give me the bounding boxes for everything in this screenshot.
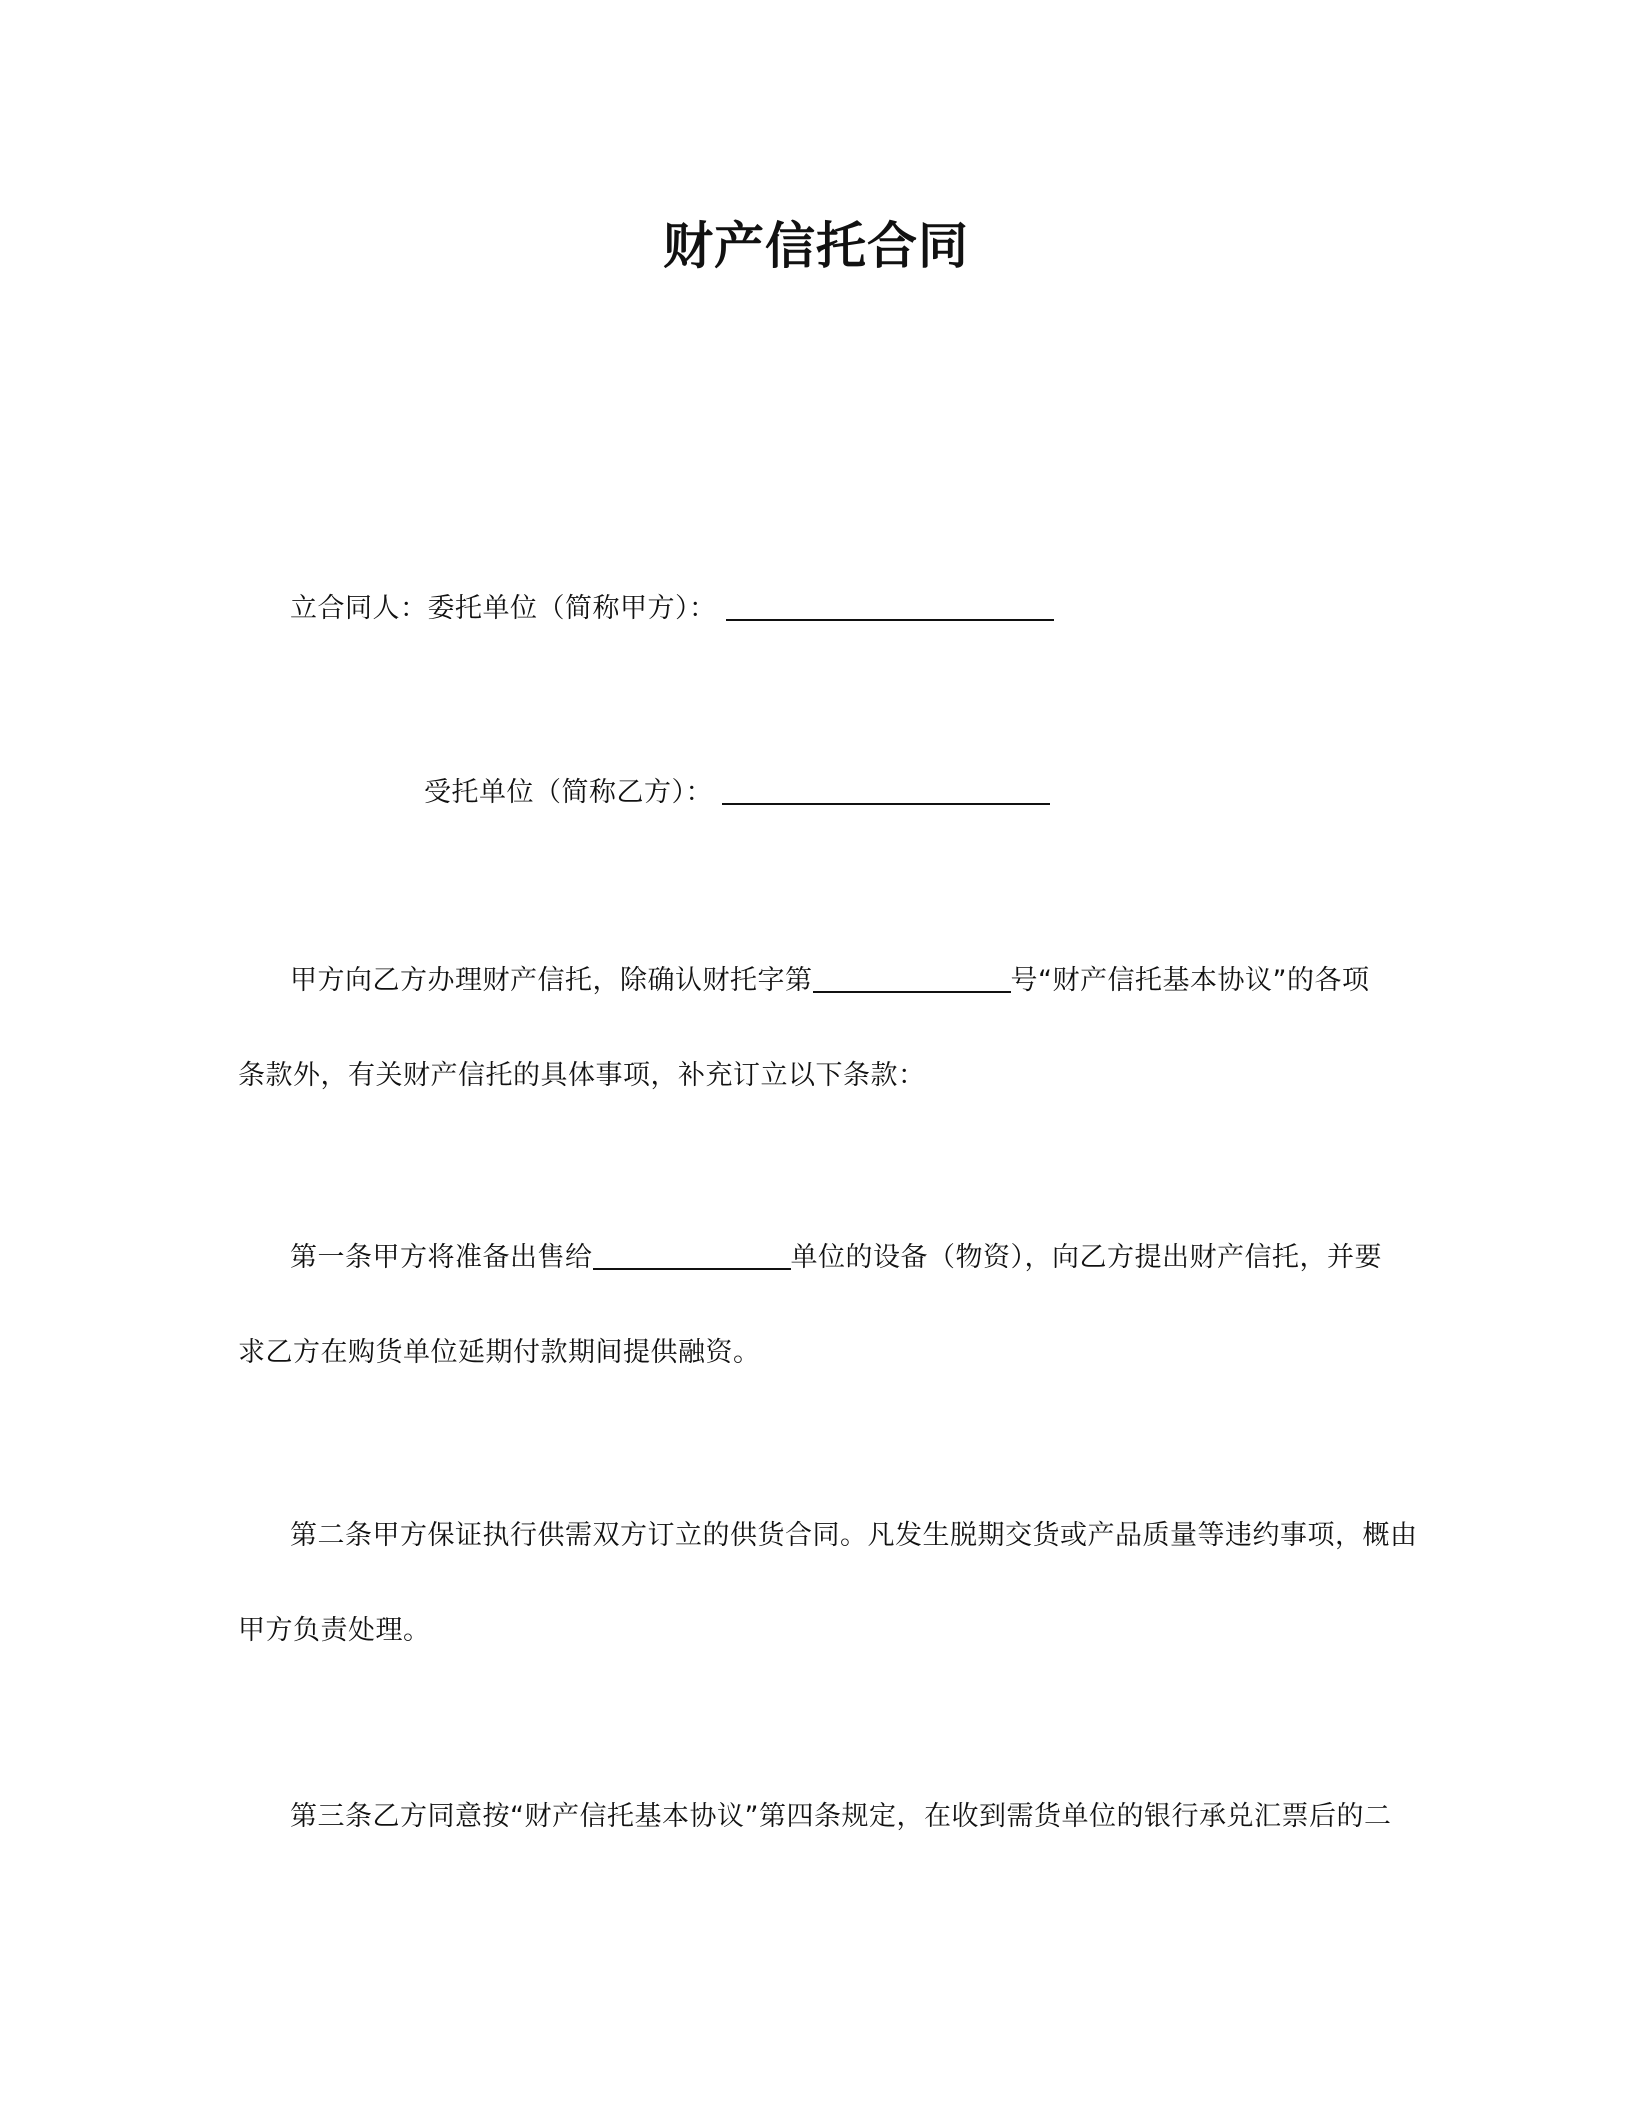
preamble-line-2: 条款外，有关财产信托的具体事项，补充订立以下条款：: [238, 1060, 926, 1091]
buyer-unit-blank[interactable]: [593, 1238, 791, 1270]
trust-number-blank[interactable]: [813, 961, 1011, 993]
party-a-label: 立合同人：委托单位（简称甲方）：: [290, 593, 717, 624]
article-1-text-after: 单位的设备（物资），向乙方提出财产信托，并要: [790, 1242, 1382, 1273]
article-1-line-2: 求乙方在购货单位延期付款期间提供融资。: [238, 1337, 761, 1368]
article-2-line-1: 第二条甲方保证执行供需双方订立的供货合同。凡发生脱期交货或产品质量等违约事项，概由: [290, 1520, 1418, 1551]
party-b-blank[interactable]: [722, 773, 1050, 805]
document-title: 财产信托合同: [663, 217, 969, 275]
party-b-line: [424, 773, 1050, 813]
preamble-text-before: 甲方向乙方办理财产信托，除确认财托字第: [290, 965, 813, 996]
article-1-line-1: [290, 1238, 1382, 1278]
party-a-line: [290, 589, 1054, 629]
party-b-label: 受托单位（简称乙方）：: [424, 777, 713, 808]
article-2-line-2: 甲方负责处理。: [238, 1615, 431, 1646]
article-3-line-1: 第三条乙方同意按“财产信托基本协议”第四条规定，在收到需货单位的银行承兑汇票后的二: [290, 1801, 1392, 1832]
preamble-text-after: 号“财产信托基本协议”的各项: [1010, 965, 1370, 996]
preamble-line-1: [290, 961, 1369, 1001]
party-a-blank[interactable]: [726, 589, 1054, 621]
article-1-text-before: 第一条甲方将准备出售给: [290, 1242, 593, 1273]
